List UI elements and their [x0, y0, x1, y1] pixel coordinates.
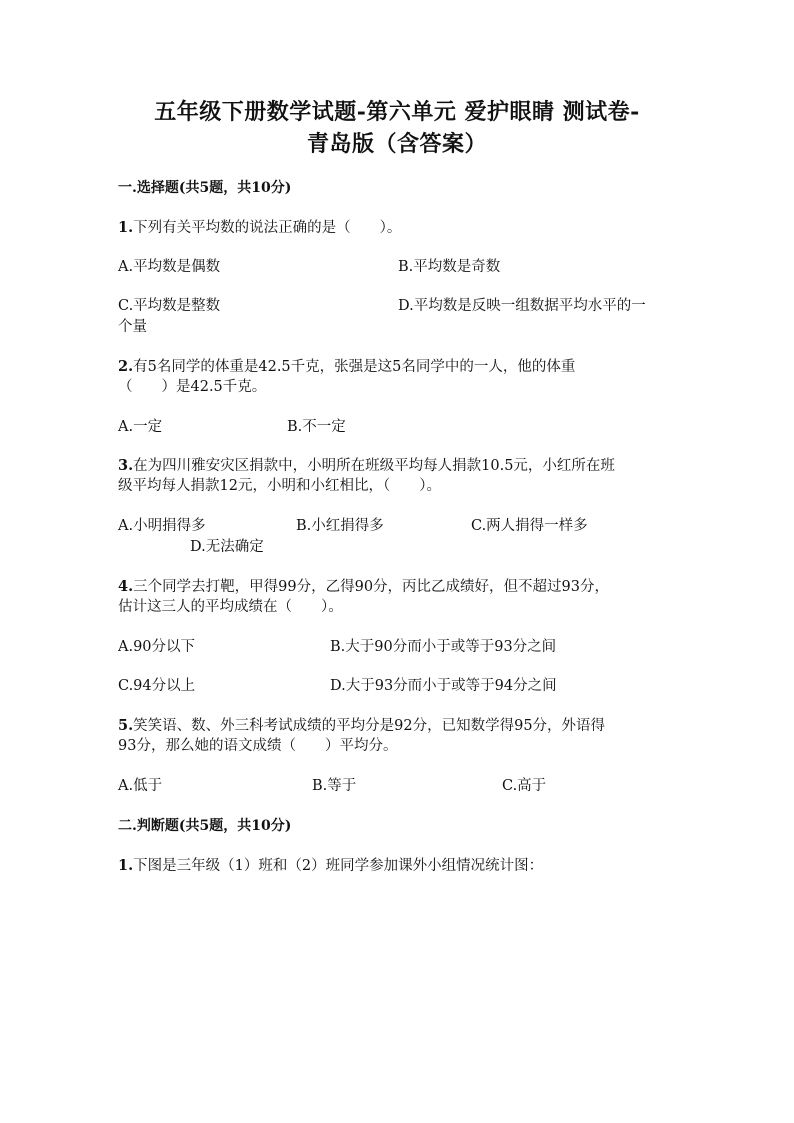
q2-option-b[interactable]: B.不一定 — [287, 419, 346, 435]
question-3 — [118, 456, 678, 476]
q2-option-a[interactable]: A.一定 — [118, 419, 163, 435]
q3-option-a[interactable]: A.小明捐得多 — [118, 518, 206, 534]
section-heading-multiple-choice: 一.选择题(共5题，共10分) — [118, 180, 292, 196]
q4-option-a[interactable]: A.90分以下 — [118, 639, 196, 655]
question-number: 3. — [118, 457, 134, 474]
q5-option-a[interactable]: A.低于 — [118, 778, 163, 794]
q1-option-d[interactable]: D.平均数是反映一组数据平均水平的一 — [398, 298, 646, 314]
section-heading-true-false: 二.判断题(共5题，共10分) — [118, 818, 292, 834]
q3-option-b[interactable]: B.小红捐得多 — [296, 518, 384, 534]
q4-option-d[interactable]: D.大于93分而小于或等于94分之间 — [330, 678, 557, 694]
exam-title-line1: 五年级下册数学试题-第六单元 爱护眼睛 测试卷- — [154, 99, 640, 125]
q5-option-b[interactable]: B.等于 — [312, 778, 357, 794]
q1-option-b[interactable]: B.平均数是奇数 — [398, 259, 501, 275]
question-5-line2: 93分，那么她的语文成绩（ ）平均分。 — [118, 738, 398, 754]
question-text-line1: 有5名同学的体重是42.5千克，张强是这5名同学中的一人，他的体重 — [133, 359, 576, 375]
judgement-question-1 — [118, 856, 678, 876]
question-number: 1. — [118, 857, 134, 874]
question-text: 下列有关平均数的说法正确的是（ ）。 — [133, 220, 402, 236]
question-3-line2: 级平均每人捐款12元，小明和小红相比，（ ）。 — [118, 478, 441, 494]
question-4 — [118, 577, 678, 597]
exam-title-line2: 青岛版（含答案） — [306, 131, 487, 157]
q3-option-d[interactable]: D.无法确定 — [190, 539, 264, 555]
question-number: 4. — [118, 578, 134, 595]
question-number: 2. — [118, 358, 134, 375]
question-text: 下图是三年级（1）班和（2）班同学参加课外小组情况统计图： — [133, 858, 544, 874]
q4-option-c[interactable]: C.94分以上 — [118, 678, 196, 694]
question-2 — [118, 357, 678, 377]
q1-option-d-continuation: 个量 — [118, 319, 147, 335]
question-2-line2: （ ）是42.5千克。 — [118, 379, 267, 395]
question-text-line1: 在为四川雅安灾区捐款中，小明所在班级平均每人捐款10.5元，小红所在班 — [133, 458, 615, 474]
question-4-line2: 估计这三人的平均成绩在（ ）。 — [118, 599, 343, 615]
question-number: 1. — [118, 219, 134, 236]
q4-option-b[interactable]: B.大于90分而小于或等于93分之间 — [330, 639, 557, 655]
q1-option-c[interactable]: C.平均数是整数 — [118, 298, 221, 314]
question-text-line1: 笑笑语、数、外三科考试成绩的平均分是92分，已知数学得95分，外语得 — [133, 718, 606, 734]
q5-option-c[interactable]: C.高于 — [502, 778, 547, 794]
question-5 — [118, 716, 678, 736]
question-1 — [118, 218, 678, 238]
question-text-line1: 三个同学去打靶，甲得99分，乙得90分，丙比乙成绩好，但不超过93分， — [133, 579, 609, 595]
q1-option-a[interactable]: A.平均数是偶数 — [118, 259, 221, 275]
question-number: 5. — [118, 717, 134, 734]
q3-option-c[interactable]: C.两人捐得一样多 — [471, 518, 588, 534]
